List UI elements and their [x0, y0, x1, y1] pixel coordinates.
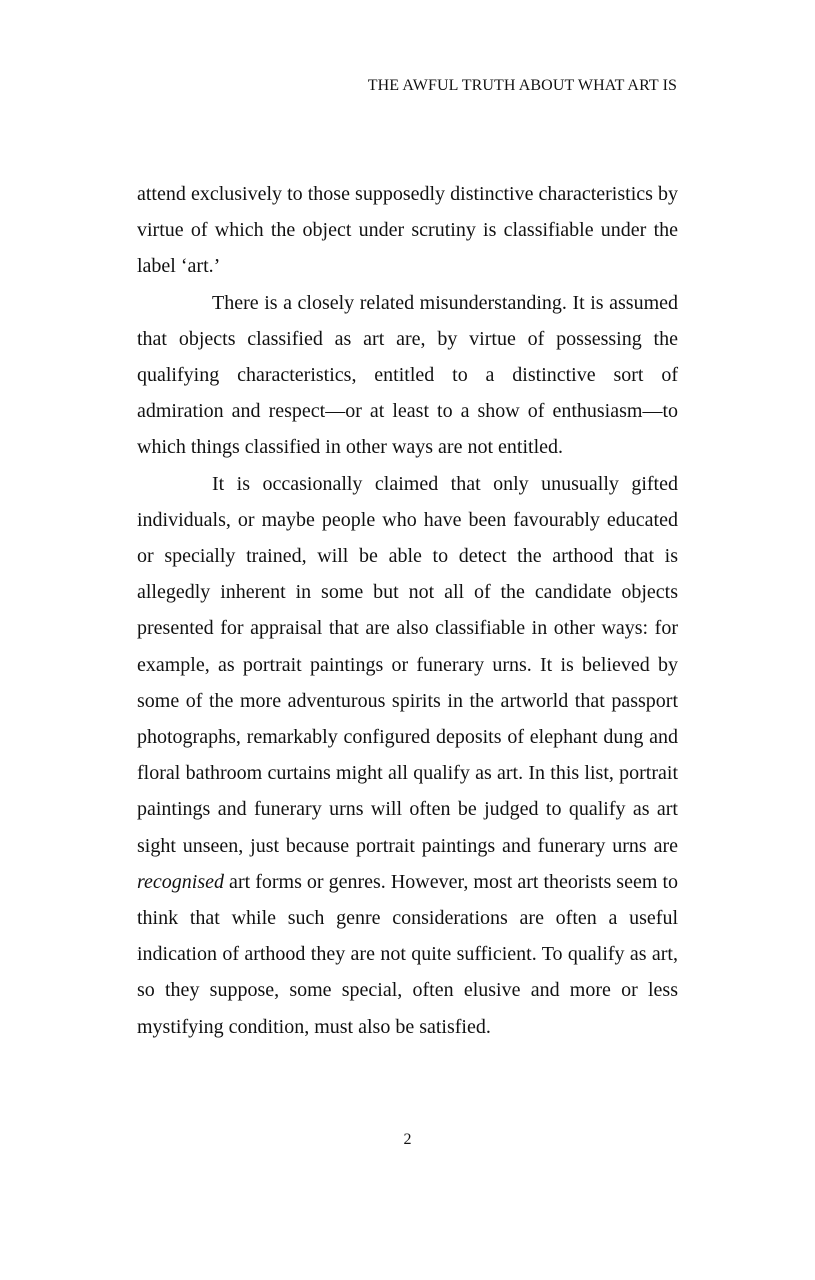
body-text [137, 176, 678, 1045]
running-header: THE AWFUL TRUTH ABOUT WHAT ART IS [367, 77, 677, 94]
paragraph-text: art forms or genres. However, most art theorists seem to think that while such genre considerations are often a useful indication of arthood they are not quite sufficient. To qualify as art, so they suppose, some special, often elusive and more or less mystifying condition, must also be satisfied. [137, 870, 678, 1038]
paragraph [137, 466, 678, 1045]
paragraph-text: It is occasionally claimed that only unusually gifted individuals, or maybe people who have been favourably educated or specially trained, will be able to detect the arthood that is allegedly inherent in some but not all of the candidate objects presented for appraisal that are also classifiable in other ways: for example, as portrait paintings or funerary urns. It is believed by some of the more adventurous spirits in the artworld that passport photographs, remarkably configured deposits of elephant dung and floral bathroom curtains might all qualify as art. In this list, portrait paintings and funerary urns will often be judged to qualify as art sight unseen, just because portrait paintings and funerary urns are [137, 472, 678, 857]
page-number: 2 [403, 1131, 412, 1148]
paragraph-continued: attend exclusively to those supposedly distinctive characteristics by virtue of which the object under scrutiny is classifiable under the label ‘art.’ [137, 183, 678, 278]
emphasized-word: recognised [137, 870, 225, 893]
paragraph: There is a closely related misunderstanding. It is assumed that objects classified as art are, by virtue of possessing the qualifying characteristics, entitled to a distinctive sort of admiration and respect—or at least to a show of enthusiasm—to which things classified in other ways are not entitled. [137, 291, 678, 459]
